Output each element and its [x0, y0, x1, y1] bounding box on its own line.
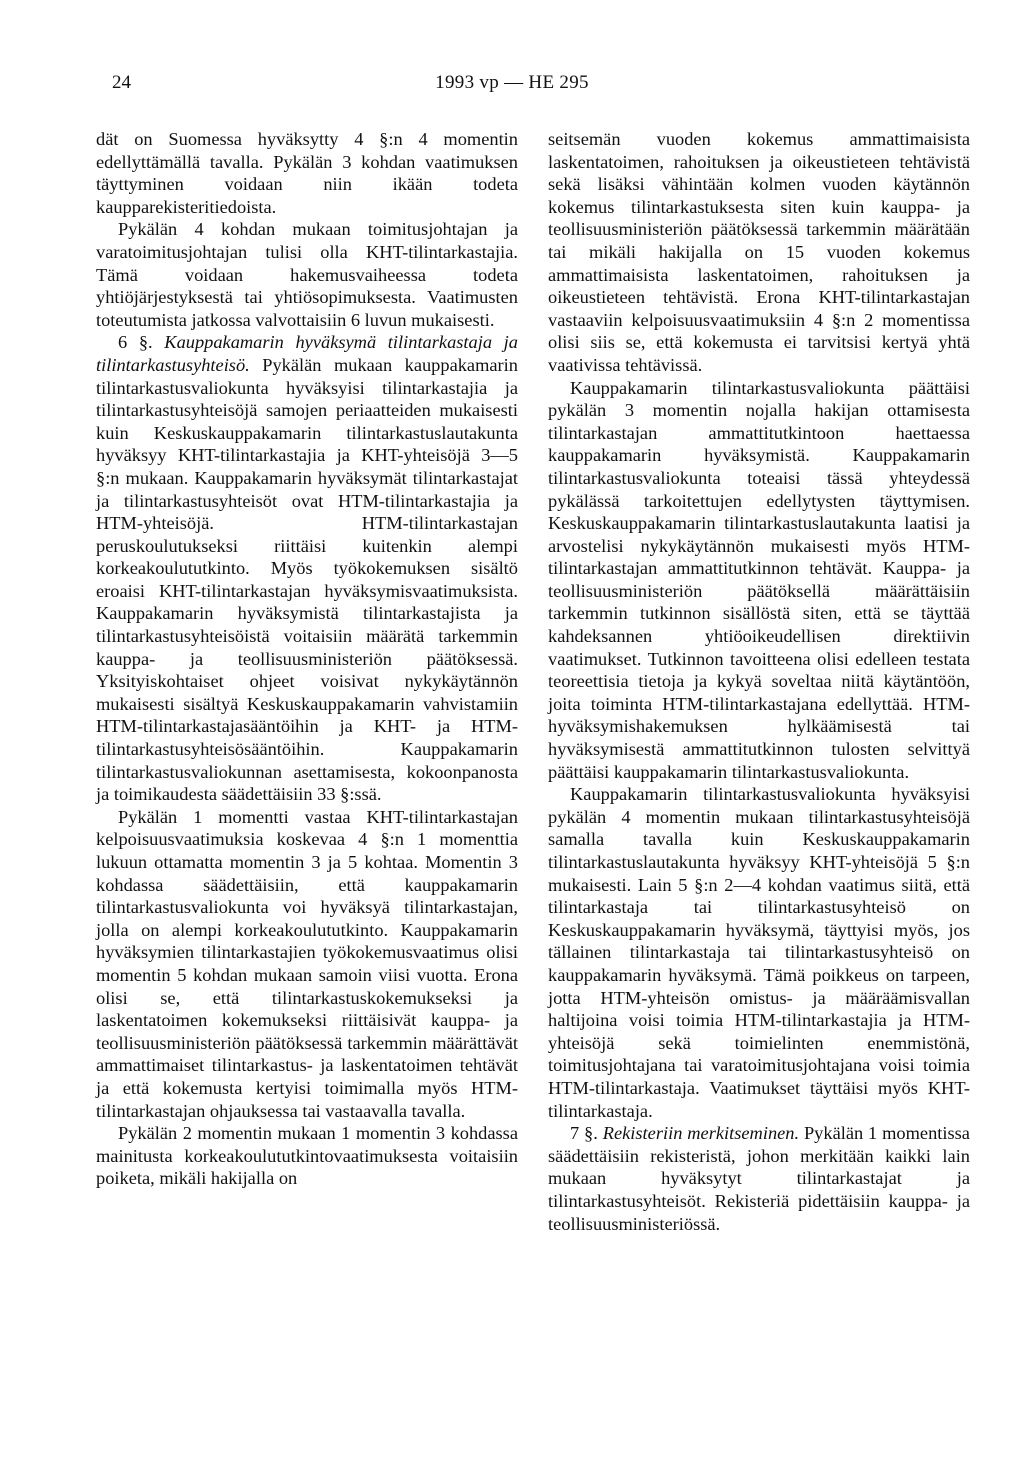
section-body: Pykälän mukaan kauppakamarin tilintarkastusvaliokunta hyväksyisi tilintarkastajia ja tilintarkastusyhteisöjä samojen periaatteiden mukaisesti kuin Keskuskauppakamarin tilintarkastuslautakunta hyväksyy KHT-tilintarkastajia ja KHT-yhteisöjä 3—5 §:n mukaan. Kauppakamarin hyväksymät tilintarkastajat ja tilintarkastusyhteisöt ovat HTM-tilintarkastajia ja HTM-yhteisöjä. HTM-tilintarkastajan peruskoulutukseksi riittäisi kuitenkin alempi korkeakoulututkinto. Myös työkokemuksen sisältö eroaisi KHT-tilintarkastajan hyväksymisvaatimuksista. Kauppakamarin hyväksymistä tilintarkastajista ja tilintarkastusyhteisöistä voitaisiin määrätä tarkemmin kauppa- ja teollisuusministeriön päätöksessä. Yksityiskohtaiset ohjeet voisivat nykykäytännön mukaisesti sisältyä Keskuskauppakamarin vahvistamiin HTM-tilintarkastajasääntöihin ja KHT- ja HTM-tilintarkastusyhteisösääntöihin. Kauppakamarin tilintarkastusvaliokunnan asettamisesta, kokoonpanosta ja toimikaudesta säädettäisiin 33 §:ssä.	[96, 354, 518, 805]
section-paragraph	[96, 331, 518, 805]
section-title: Rekisteriin merkitseminen.	[602, 1123, 800, 1144]
section-paragraph	[548, 1122, 970, 1235]
page-number: 24	[112, 72, 131, 93]
running-title: 1993 vp — HE 295	[435, 72, 589, 93]
paragraph: seitsemän vuoden kokemus ammattimaisista laskentatoimen, rahoituksen ja oikeustieteen tehtävistä sekä lisäksi vähintään kolmen vuoden käytännön kokemus tilintarkastuksesta siten kuin kauppa- ja teollisuusministeriön päätöksessä tarkemmin määrätään tai mikäli hakijalla on 15 vuoden kokemus ammattimaisista laskentatoimen, rahoituksen ja oikeustieteen tehtävistä. Erona KHT-tilintarkastajan vastaaviin kelpoisuusvaatimuksiin 4 §:n 2 momentissa olisi siis se, että kokemusta ei tarvitsisi kertyä yhtä vaativissa tehtävissä.	[548, 129, 970, 375]
section-title: Kauppakamarin hyväksymä tilintarkastaja ja tilintarkastusyhteisö.	[96, 332, 518, 375]
right-column	[548, 128, 970, 1235]
section-number: 7 §.	[570, 1123, 598, 1144]
paragraph: Pykälän 2 momentin mukaan 1 momentin 3 kohdassa mainitusta korkeakoulututkintovaatimuksesta voitaisiin poiketa, mikäli hakijalla on	[96, 1123, 518, 1189]
paragraph: Kauppakamarin tilintarkastusvaliokunta päättäisi pykälän 3 momentin nojalla hakijan ottamisesta tilintarkastajan ammattitutkintoon haettaessa kauppakamarin hyväksymistä. Kauppakamarin tilintarkastusvaliokunta toteaisi tässä yhteydessä pykälässä tarkoitettujen edellytysten täyttymisen. Keskuskauppakamarin tilintarkastuslautakunta laatisi ja arvostelisi nykykäytännön mukaisesti myös HTM-tilintarkastajan ammattitutkinnon tehtävät. Kauppa- ja teollisuusministeriön päätöksellä määrättäisiin tarkemmin tutkinnon sisällöstä siten, että se täyttää kahdeksannen yhtiöoikeudellisen direktiivin vaatimukset. Tutkinnon tavoitteena olisi edelleen testata teoreettisia tietoja ja kykyä soveltaa niitä käytäntöön, joita toiminta HTM-tilintarkastajana edellyttää. HTM-hyväksymishakemuksen hylkäämisestä tai hyväksymisestä ammattitutkinnon tulosten selvittyä päättäisi kauppakamarin tilintarkastusvaliokunta.	[548, 377, 970, 782]
left-column	[96, 128, 518, 1190]
paragraph: Pykälän 4 kohdan mukaan toimitusjohtajan ja varatoimitusjohtajan tulisi olla KHT-tilintarkastajia. Tämä voidaan hakemusvaiheessa todeta yhtiöjärjestyksestä tai yhtiösopimuksesta. Vaatimusten toteutumista jatkossa valvottaisiin 6 luvun mukaisesti.	[96, 219, 518, 330]
paragraph: Kauppakamarin tilintarkastusvaliokunta hyväksyisi pykälän 4 momentin mukaan tilintarkastusyhteisöjä samalla tavalla kuin Keskuskauppakamarin tilintarkastuslautakunta hyväksyy KHT-yhteisöjä 5 §:n mukaisesti. Lain 5 §:n 2—4 kohdan vaatimus siitä, että tilintarkastaja tai tilintarkastusyhteisö on Keskuskauppakamarin hyväksymä, täyttyisi myös, jos tällainen tilintarkastaja tai tilintarkastusyhteisö on kauppakamarin hyväksymä. Tämä poikkeus on tarpeen, jotta HTM-yhteisön omistus- ja määräämisvallan haltijoina voisi toimia HTM-tilintarkastajia ja HTM-yhteisöjä sekä toimielinten enemmistönä, toimitusjohtajana tai varatoimitusjohtajana voisi toimia HTM-tilintarkastaja. Vaatimukset täyttäisi myös KHT-tilintarkastaja.	[548, 784, 970, 1121]
section-body: Pykälän 1 momentissa säädettäisiin rekisteristä, johon merkitään kaikki lain mukaan hyväksytyt tilintarkastajat ja tilintarkastusyhteisöt. Rekisteriä pidettäisiin kauppa- ja teollisuusministeriössä.	[548, 1123, 970, 1234]
section-number: 6 §.	[118, 332, 153, 353]
paragraph: dät on Suomessa hyväksytty 4 §:n 4 momentin edellyttämällä tavalla. Pykälän 3 kohdan vaatimuksen täyttyminen voidaan niin ikään todeta kaupparekisteritiedoista.	[96, 129, 518, 217]
page-header	[0, 72, 1024, 102]
paragraph: Pykälän 1 momentti vastaa KHT-tilintarkastajan kelpoisuusvaatimuksia koskevaa 4 §:n 1 momenttia lukuun ottamatta momentin 3 ja 5 kohtaa. Momentin 3 kohdassa säädettäisiin, että kauppakamarin tilintarkastusvaliokunta voi hyväksyä tilintarkastajan, jolla on alempi korkeakoulututkinto. Kauppakamarin hyväksymien tilintarkastajien työkokemusvaatimus olisi momentin 5 kohdan mukaan samoin viisi vuotta. Erona olisi se, että tilintarkastuskokemukseksi ja laskentatoimen kokemukseksi riittäisivät kauppa- ja teollisuusministeriön päätöksessä tarkemmin määrättävät ammattimaiset tilintarkastus- ja laskentatoimen tehtävät ja että kokemusta kertyisi toimimalla myös HTM-tilintarkastajan ohjauksessa tai vastaavalla tavalla.	[96, 806, 518, 1121]
